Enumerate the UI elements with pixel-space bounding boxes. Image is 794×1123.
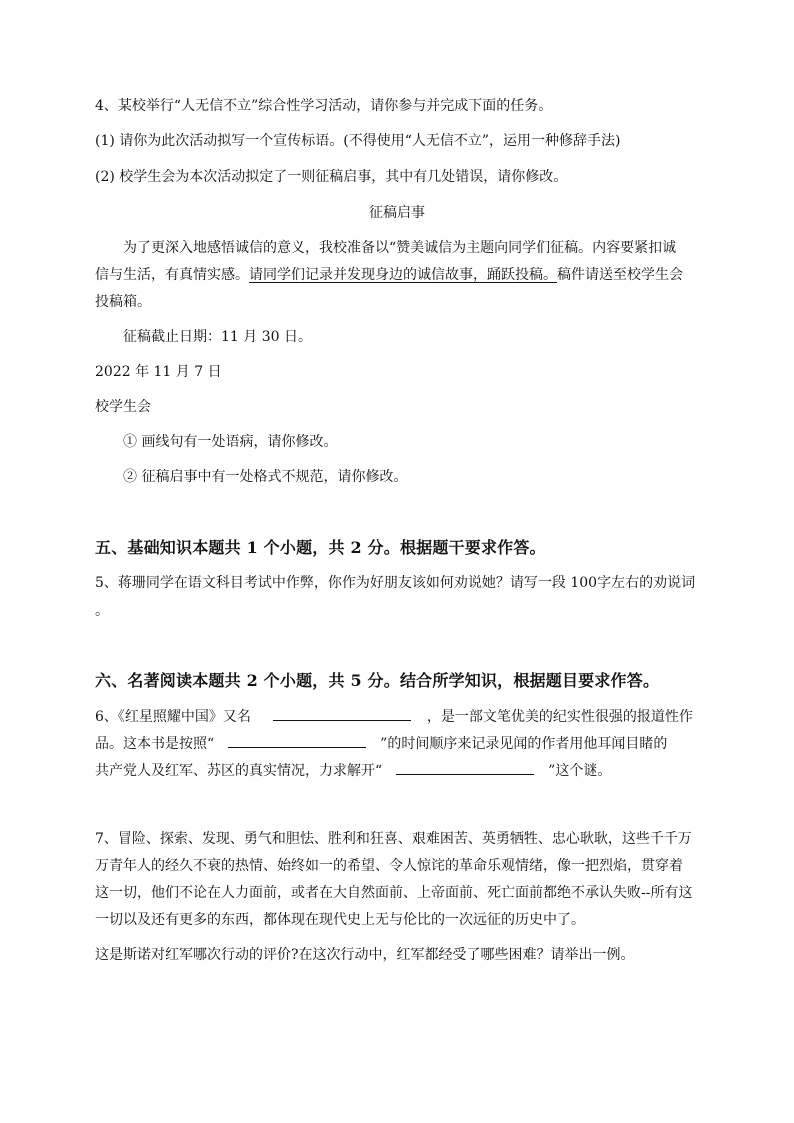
- section5-heading: 五、基础知识本题共 1 个小题，共 2 分。根据题干要求作答。: [95, 538, 546, 557]
- q4-sub1: (1) 请你为此次活动拟写一个宣传标语。(不得使用“人无信不立”，运用一种修辞手法): [95, 133, 621, 149]
- q4-task1: ① 画线句有一处语病，请你修改。: [123, 434, 338, 450]
- notice-para-line3: 投稿箱。: [95, 294, 151, 310]
- q6-line1: [95, 706, 705, 727]
- section6-heading: 六、名著阅读本题共 2 个小题，共 5 分。结合所学知识，根据题目要求作答。: [95, 671, 660, 690]
- q6-line3-a: 共产党人及红军、苏区的真实情况，力求解开“: [95, 763, 383, 779]
- q7-line1: 7、冒险、探索、发现、勇气和胆怯、胜利和狂喜、艰难困苦、英勇牺牲、忠心耿耿，这些千千万: [95, 831, 692, 847]
- notice-para-plain: 信与生活，有真情实感。: [95, 267, 249, 283]
- q7-question: 这是斯诺对红军哪次行动的评价?在这次行动中，红军都经受了哪些困难？请举出一例。: [95, 947, 635, 963]
- q6-line2-a: 品。这本书是按照“: [95, 736, 215, 752]
- q6-line3: [95, 760, 705, 781]
- q7-line4: 一切以及还有更多的东西，都体现在现代史上无与伦比的一次远征的历史中了。: [95, 912, 585, 928]
- notice-title: 征稿启事: [369, 205, 425, 221]
- q7-line2: 万青年人的经久不衰的热情、始终如一的希望、令人惊诧的革命乐观情绪，像一把烈焰，贯穿着: [95, 858, 683, 874]
- q6-line2: [95, 733, 705, 754]
- answer-blank-3[interactable]: [396, 760, 534, 775]
- q5-line1: 5、蒋珊同学在语文科目考试中作弊，你作为好朋友该如何劝说她？请写一段 100字左右的劝说词: [95, 575, 696, 591]
- notice-deadline: 征稿截止日期：11 月 30 日。: [123, 329, 312, 345]
- notice-para-line1: 为了更深入地感悟诚信的意义，我校准备以“赞美诚信为主题向同学们征稿。内容要紧扣诚: [123, 240, 677, 256]
- notice-signature: 校学生会: [95, 399, 151, 415]
- answer-blank-1[interactable]: [273, 706, 411, 721]
- q6-line2-b: ”的时间顺序来记录见闻的作者用他耳闻目睹的: [380, 736, 668, 752]
- notice-para-tail: 稿件请送至校学生会: [557, 267, 683, 283]
- notice-date: 2022 年 11 月 7 日: [95, 364, 222, 380]
- notice-para-line2: [95, 265, 705, 285]
- q4-sub2: (2) 校学生会为本次活动拟定了一则征稿启事，其中有几处错误，请你修改。: [95, 169, 568, 185]
- q6-line3-b: ”这个谜。: [548, 763, 612, 779]
- answer-blank-2[interactable]: [228, 733, 366, 748]
- q4-task2: ② 征稿启事中有一处格式不规范，请你修改。: [123, 469, 408, 485]
- q4-stem: 4、某校举行“人无信不立”综合性学习活动，请你参与并完成下面的任务。: [95, 98, 553, 114]
- underlined-sentence: 请同学们记录并发现身边的诚信故事，踊跃投稿。: [249, 267, 557, 283]
- q6-line1-b: ，是一部文笔优美的纪实性很强的报道性作: [426, 709, 693, 725]
- q7-line3: 这一切，他们不论在人力面前，或者在大自然面前、上帝面前、死亡面前都绝不承认失败--所有这: [95, 885, 693, 901]
- q5-line2: 。: [95, 603, 109, 619]
- q6-line1-a: 6、《红星照耀中国》又名: [95, 709, 251, 725]
